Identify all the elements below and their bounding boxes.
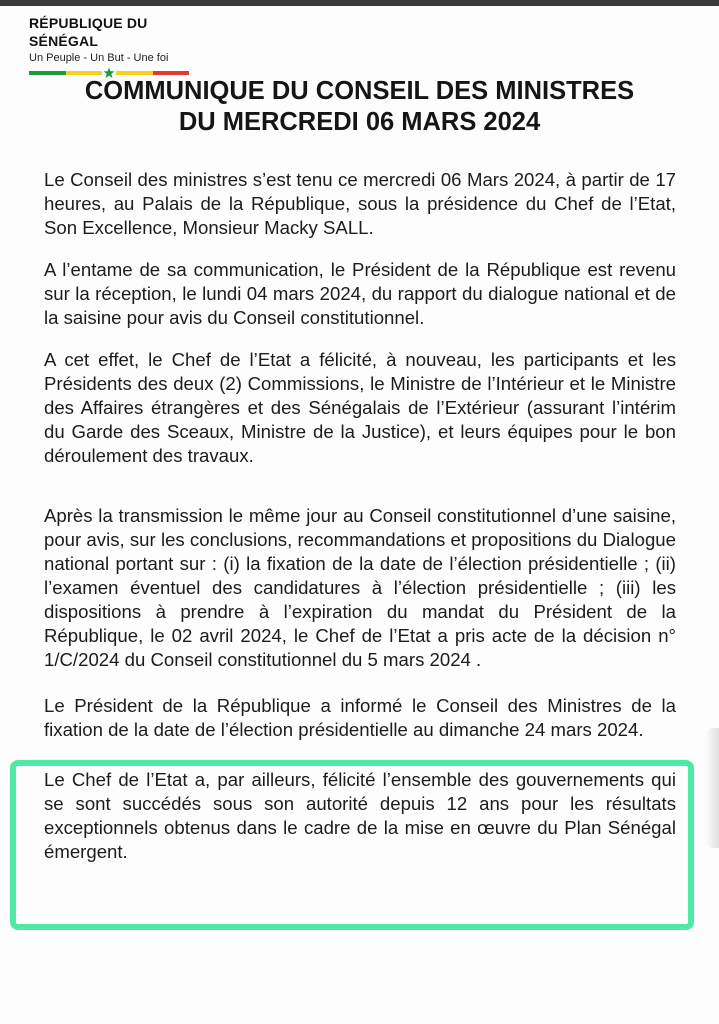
republic-motto: Un Peuple - Un But - Une foi bbox=[29, 52, 169, 64]
document-title bbox=[0, 76, 719, 138]
paragraph-governments: Le Chef de l’Etat a, par ailleurs, félicité l’ensemble des gouvernements qui se sont succédés sous son autorité depuis 12 ans pour les résultats exceptionnels obtenus dans le cadre de la mise en œuvre du Plan Sénégal émergent. bbox=[44, 769, 676, 862]
republic-header bbox=[29, 14, 209, 76]
title-line-1: COMMUNIQUE DU CONSEIL DES MINISTRES bbox=[84, 77, 635, 105]
edge-shade bbox=[705, 728, 719, 848]
republic-name: RÉPUBLIQUE DU SÉNÉGAL bbox=[29, 15, 148, 49]
document-body bbox=[44, 168, 676, 864]
flag-yellow-segment bbox=[66, 71, 103, 75]
paragraph-communication: A l’entame de sa communication, le Président de la République est revenu sur la réception, le lundi 04 mars 2024, du rapport du dialogue national et de la saisine pour avis du Conseil constitutionnel. bbox=[44, 259, 676, 328]
paragraph-congratulations: A cet effet, le Chef de l’Etat a félicité, à nouveau, les participants et les Présidents des deux (2) Commissions, le Ministre de l’Intérieur et le Ministre des Affaires étrangères et des Sénégalais de l’Extérieur (assurant l’intérim du Garde des Sceaux, Ministre de la Justice), et leurs équipes pour le bon déroulement des travaux. bbox=[44, 349, 676, 466]
flag-red-segment bbox=[153, 71, 190, 75]
top-bar bbox=[0, 0, 719, 6]
title-line-2: DU MERCREDI 06 MARS 2024 bbox=[178, 108, 541, 136]
paragraph-transmission: Après la transmission le même jour au Conseil constitutionnel d’une saisine, pour avis, sur les conclusions, recommandations et propositions du Dialogue national portant sur : (i) la fixation de la date de l’élection présidentielle ; (ii) l’examen éventuel des candidatures à l’élection présidentielle ; (iii) les dispositions à prendre à l’expiration du mandat du Président de la République, le 02 avril 2024, le Chef de l’Etat a pris acte de la décision n° 1/C/2024 du Conseil constitutionnel du 5 mars 2024 . bbox=[44, 505, 676, 670]
flag-green-segment bbox=[29, 71, 66, 75]
paragraph-election-date: Le Président de la République a informé le Conseil des Ministres de la fixation de la date de l’élection présidentielle au dimanche 24 mars 2024. bbox=[44, 695, 676, 740]
flag-yellow-segment-right bbox=[116, 71, 153, 75]
paragraph-opening: Le Conseil des ministres s’est tenu ce mercredi 06 Mars 2024, à partir de 17 heures, au Palais de la République, sous la présidence du Chef de l’Etat, Son Excellence, Monsieur Macky SALL. bbox=[44, 169, 676, 238]
